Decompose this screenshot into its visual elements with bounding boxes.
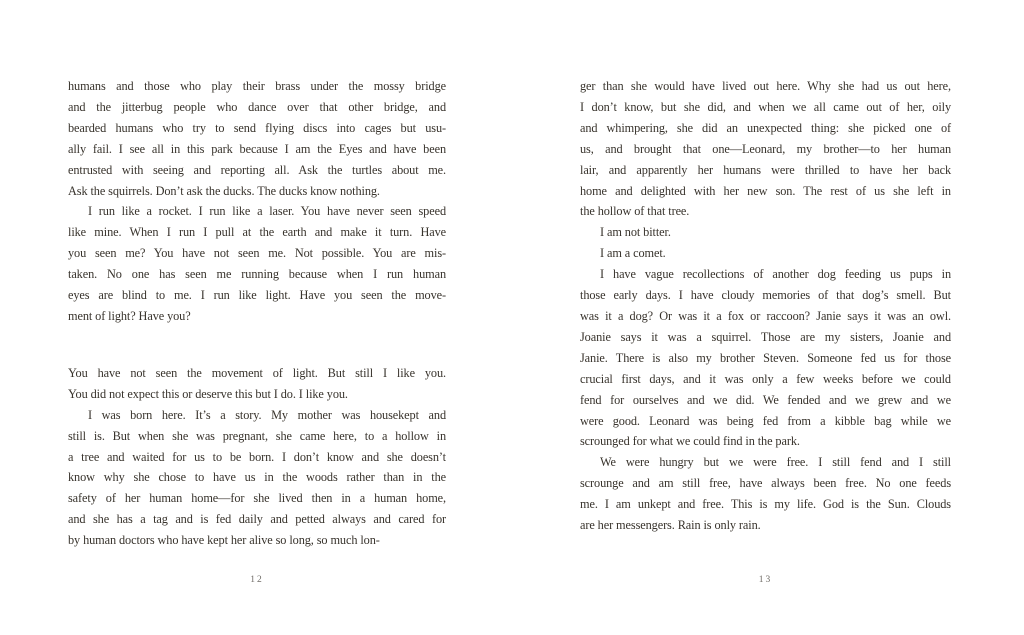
text-line: and she has a tag and is fed daily and petted always and cared for: [68, 512, 446, 527]
text-line: lair, and apparently her humans were thrilled to have her back: [580, 162, 951, 177]
text-line: like mine. When I run I pull at the earth and make it turn. Have: [68, 225, 446, 240]
text-line: home and delighted with her new son. The rest of us she left in: [580, 183, 951, 198]
text-line: and whimpering, she did an unexpected thing: she picked one of: [580, 120, 951, 135]
text-line: We were hungry but we were free. I still fend and I still: [600, 455, 951, 470]
text-line: a tree and waited for us to be born. I don’t know and she doesn’t: [68, 449, 446, 464]
text-line: I don’t know, but she did, and when we all came out of her, oily: [580, 99, 951, 114]
text-line: was it a dog? Or was it a fox or raccoon? Janie says it was an owl.: [580, 308, 951, 323]
text-line: are her messengers. Rain is only rain.: [580, 518, 761, 533]
text-line: bearded humans who try to send flying discs into cages but usu-: [68, 120, 446, 135]
text-line: I am a comet.: [600, 246, 666, 261]
text-line: know why she chose to have us in the woods rather than in the: [68, 470, 446, 485]
text-line: the hollow of that tree.: [580, 204, 690, 219]
text-line: were good. Leonard was being fed from a kibble bag while we: [580, 413, 951, 428]
text-line: fend for ourselves and we did. We fended and we grew and we: [580, 392, 951, 407]
text-line: us, and brought that one—Leonard, my brother—to her human: [580, 141, 951, 156]
text-line: I have vague recollections of another dog feeding us pups in: [600, 267, 951, 282]
text-line: safety of her human home—for she lived then in a human home,: [68, 491, 446, 506]
text-line: Janie. There is also my brother Steven. Someone fed us for those: [580, 350, 951, 365]
text-line: crucial first days, and it was only a few weeks before we could: [580, 371, 951, 386]
text-line: Joanie says it was a squirrel. Those are my sisters, Joanie and: [580, 329, 951, 344]
text-line: humans and those who play their brass under the mossy bridge: [68, 79, 446, 93]
section-break: [68, 327, 446, 363]
text-line: taken. No one has seen me running because when I run human: [68, 267, 446, 282]
text-line: ally fail. I see all in this park because I am the Eyes and have been: [68, 141, 446, 156]
page-right-text: [580, 76, 951, 536]
text-line: entrusted with seeing and reporting all. Ask the turtles about me.: [68, 162, 446, 177]
text-line: you seen me? You have not seen me. Not possible. You are mis-: [68, 246, 446, 261]
text-line: me. I am unkept and free. This is my life. God is the Sun. Clouds: [580, 497, 951, 512]
page-left-text: [68, 76, 446, 551]
text-line: ment of light? Have you?: [68, 308, 191, 323]
text-line: still is. But when she was pregnant, she came here, to a hollow in: [68, 428, 446, 443]
text-line: I run like a rocket. I run like a laser. You have never seen speed: [88, 204, 446, 219]
text-line: You did not expect this or deserve this but I do. I like you.: [68, 386, 348, 401]
text-line: I was born here. It’s a story. My mother was housekept and: [88, 407, 446, 422]
text-line: You have not seen the movement of light. But still I like you.: [68, 365, 446, 380]
text-line: I am not bitter.: [600, 225, 671, 240]
text-line: Ask the squirrels. Don’t ask the ducks. The ducks know nothing.: [68, 183, 380, 198]
text-line: scrounge and am still free, have always been free. No one feeds: [580, 476, 951, 491]
text-line: ger than she would have lived out here. Why she had us out here,: [580, 79, 951, 93]
text-line: eyes are blind to me. I run like light. Have you seen the move-: [68, 288, 446, 303]
page-left-number: 12: [250, 575, 264, 585]
text-line: those early days. I have cloudy memories of that dog’s smell. But: [580, 288, 951, 303]
text-line: scrounged for what we could find in the park.: [580, 434, 800, 449]
text-line: and the jitterbug people who dance over that other bridge, and: [68, 99, 446, 114]
text-line: by human doctors who have kept her alive so long, so much lon-: [68, 533, 380, 548]
page-right-number: 13: [758, 575, 773, 585]
